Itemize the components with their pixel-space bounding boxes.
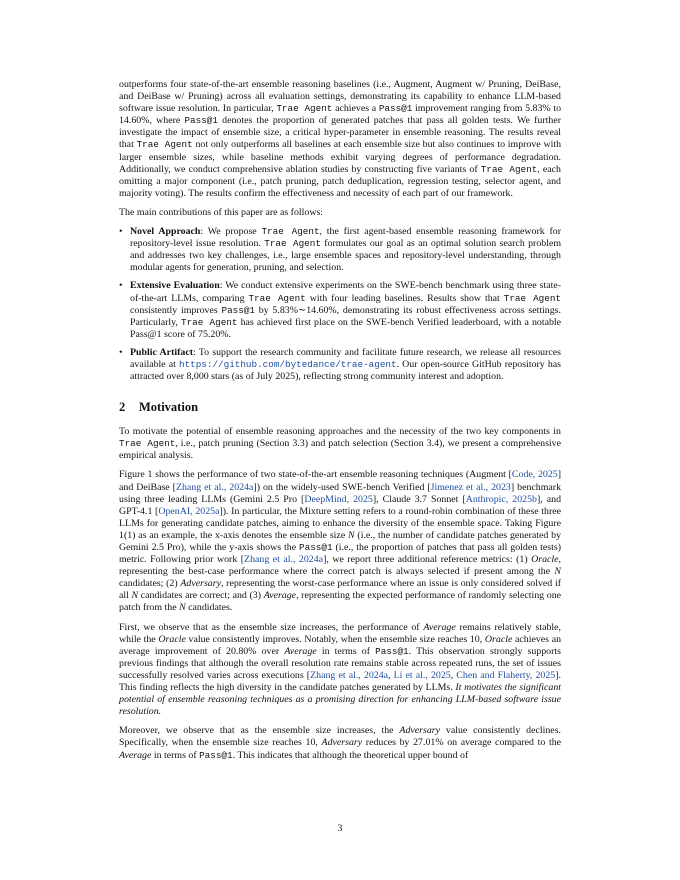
citation-link[interactable]: Zhang et al., 2024a — [244, 554, 324, 566]
intro-paragraph: outperforms four state-of-the-art ensemble reasoning baselines (i.e., Augment, Augment w/ Pruning, DeiBase, and DeiBase w/ Pruning) across all evaluation settings, demonstrating its capability to enhance LLM-based software issue resolution. In particular, Trae Agent achieves a Pass@1 improvement ranging from 5.83% to 14.60%, where Pass@1 denotes the proportion of generated patches that pass all golden tests. We further investigate the impact of ensemble size, a critical hyper-parameter in ensemble reasoning. The results reveal that Trae Agent not only outperforms all baselines at each ensemble size but also continues to improve with larger ensemble sizes, while baseline methods exhibit varying degrees of performance degradation. Additionally, we conduct comprehensive ablation studies by constructing five variants of Trae Agent, each omitting a major component (i.e., patch pruning, patch deduplication, regression testing, selector agent, and majority voting). The results confirm the effectiveness and necessity of each part of our framework. — [119, 79, 562, 199]
bullet-icon: • — [119, 280, 123, 292]
contribution-novel-approach: • Novel Approach: We propose Trae Agent, the first agent-based ensemble reasoning framework for repository-level issue resolution. Trae Agent formulates our goal as an optimal solution search problem and addresses two key challenges, i.e., large ensemble spaces and repository-level understanding, through modular agents for generation, pruning, and selection. — [119, 226, 562, 274]
citation-link[interactable]: Zhang et al., 2024a — [175, 481, 254, 493]
citation-link[interactable]: Zhang et al., 2024a — [310, 669, 389, 681]
page-number: 3 — [337, 823, 343, 834]
citation-link[interactable]: Chen and Flaherty, 2025 — [456, 669, 556, 681]
citation-link[interactable]: Jimenez et al., 2023 — [430, 481, 511, 493]
citation-link[interactable]: Code, 2025 — [511, 469, 558, 481]
bullet-icon: • — [119, 346, 123, 358]
contribution-extensive-evaluation: • Extensive Evaluation: We conduct extensive experiments on the SWE-bench benchmark using three state-of-the-art LLMs, comparing Trae Agent with four leading baselines. Results show that Trae Agent consistently improves Pass@1 by 5.83%∼14.60%, demonstrating its robust effectiveness across settings. Particularly, Trae Agent has achieved first place on the SWE-bench Verified leaderboard, with a notable Pass@1 score of 75.20%. — [119, 280, 562, 340]
citation-link[interactable]: OpenAI, 2025a — [158, 505, 220, 517]
citation-link[interactable]: Anthropic, 2025b — [465, 493, 537, 505]
contribution-public-artifact: • Public Artifact: To support the research community and facilitate future research, we release all resources available at https://github.com/bytedance/trae-agent. Our open-source GitHub repository has attracted over 8,000 stars (as of July 2025), reflecting strong community interest and adoption. — [119, 346, 562, 383]
paper-page — [119, 79, 561, 769]
section-heading: 2 Motivation — [119, 400, 199, 415]
citation-link[interactable]: Li et al., 2025 — [393, 669, 451, 681]
github-link[interactable]: https://github.com/bytedance/trae-agent — [178, 358, 397, 370]
citation-link[interactable]: DeepMind, 2025 — [304, 493, 373, 505]
motivation-paragraph-2: Figure 1 shows the performance of two state-of-the-art ensemble reasoning techniques (Augment [Code, 2025] and DeiBase [Zhang et al., 2024a]) on the widely-used SWE-bench Verified [Jimenez et al., 2023] benchmark using three leading LLMs (Gemini 2.5 Pro [DeepMind, 2025], Claude 3.7 Sonnet [Anthropic, 2025b], and GPT-4.1 [OpenAI, 2025a]). In particular, the Mixture setting refers to a round-robin combination of these three LLMs for generating candidate patches, aiming to enhance the diversity of the ensemble space. Taking Figure 1(1) as an example, the x-axis denotes the ensemble size N (i.e., the number of candidate patches generated by Gemini 2.5 Pro), while the y-axis shows the Pass@1 (i.e., the proportion of patches that pass all golden tests) metric. Following prior work [Zhang et al., 2024a], we report three additional reference metrics: (1) Oracle, representing the best-case performance where the correct patch is always selected if present among the N candidates; (2) Adversary, representing the worst-case performance where an issue is only considered solved if all N candidates are correct; and (3) Average, representing the expected performance of randomly selecting one patch from the N candidates. — [119, 469, 562, 614]
bullet-icon: • — [119, 226, 123, 238]
contributions-list — [119, 226, 561, 383]
motivation-paragraph-3: First, we observe that as the ensemble size increases, the performance of Average remains relatively stable, while the Oracle value consistently improves. Notably, when the ensemble size reaches 10, Oracle achieves an average improvement of 20.80% over Average in terms of Pass@1. This observation strongly supports previous findings that although the overall resolution rate remains stable across repeated runs, the set of issues successfully resolved varies across executions [Zhang et al., 2024a, Li et al., 2025, Chen and Flaherty, 2025]. This finding reflects the high diversity in the candidate patches generated by LLMs. It motivates the significant potential of ensemble reasoning techniques as a promising direction for enhancing LLM-based software issue resolution. — [119, 621, 562, 718]
motivation-paragraph-1: To motivate the potential of ensemble reasoning approaches and the necessity of the two key components in Trae Agent, i.e., patch pruning (Section 3.3) and patch selection (Section 3.4), we present a comprehensive empirical analysis. — [119, 426, 561, 462]
motivation-paragraph-4: Moreover, we observe that as the ensemble size increases, the Adversary value consistently declines. Specifically, when the ensemble size reaches 10, Adversary reduces by 27.01% on average compared to the Average in terms of Pass@1. This indicates that although the theoretical upper bound of — [119, 725, 562, 761]
contributions-intro: The main contributions of this paper are as follows: — [119, 206, 324, 218]
